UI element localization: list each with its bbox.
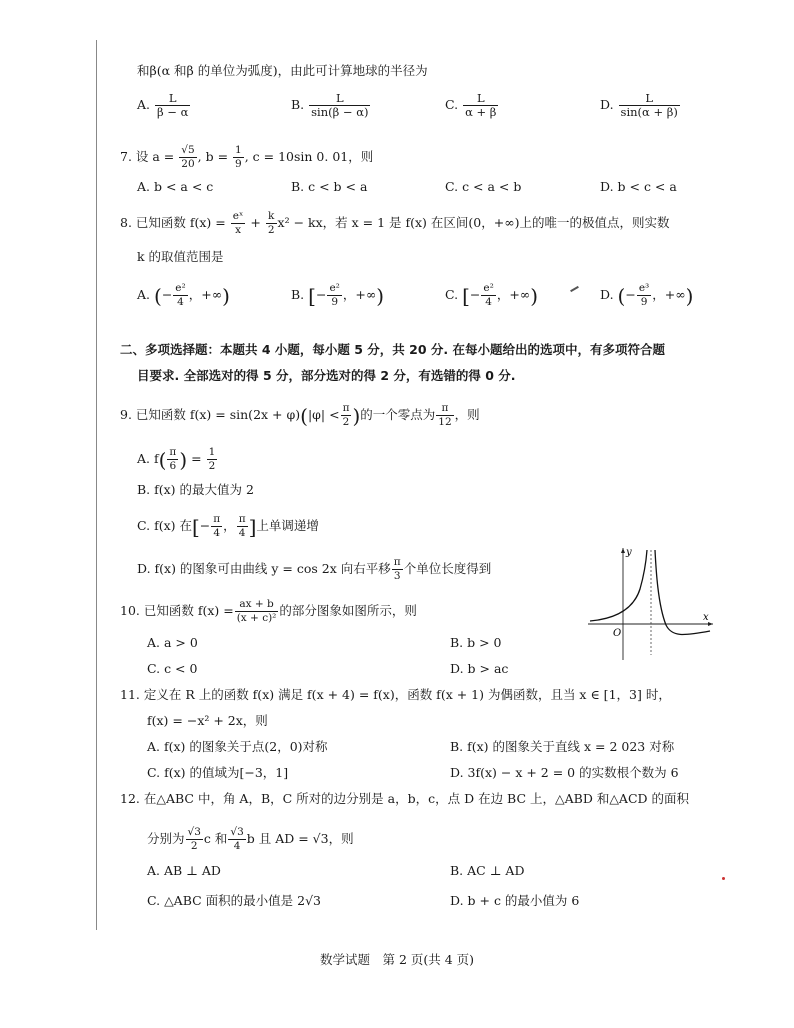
q6-b-fraction: $\frac{L}{\sin(\beta - \alpha)}$ <box>311 91 369 119</box>
q12-option-c[interactable]: C. △ABC 面积的最小值是 2√3 <box>147 893 322 908</box>
graph-x-label: x <box>703 612 709 623</box>
q7-option-a[interactable]: A. b < a < c <box>137 179 214 194</box>
q7-a-fraction: $\frac{√5}{20}$ <box>181 144 195 170</box>
q8-stem-line2: k 的取值范围是 <box>137 249 224 264</box>
q8-option-d[interactable]: D. (− $\frac{\text{e³}}{9}$ ，+∞) <box>600 282 694 308</box>
q6-d-fraction: $\frac{L}{\sin(\alpha + \beta)}$ <box>620 91 678 119</box>
q12-option-d[interactable]: D. b + c 的最小值为 6 <box>450 893 580 908</box>
q11-stem: 11. 定义在 R 上的函数 f(x) 满足 f(x + 4) = f(x)，函数 f(x + 1) 为偶函数，且当 x ∈ [1，3] 时， <box>120 687 671 702</box>
q10-stem: 10. 已知函数 f(x) = $\frac{ax + b}{\text{(x + c)²}}$ 的部分图象如图所示，则 <box>120 598 417 624</box>
q8-option-a[interactable]: A. (− $\frac{\text{e²}}{4}$ ，+∞) <box>137 282 230 308</box>
q8-option-b[interactable]: B. [− $\frac{\text{e²}}{9}$ ，+∞) <box>291 282 385 308</box>
red-dot-mark <box>722 877 725 880</box>
q6-option-a[interactable]: A. $\frac{L}{\beta - \alpha}$ <box>137 91 189 119</box>
q6-tail: 和β(α 和β 的单位为弧度)，由此可计算地球的半径为 <box>137 63 428 78</box>
page-footer: 数学试题 第 2 页(共 4 页) <box>319 952 475 967</box>
graph-curve-right <box>655 550 710 635</box>
q7-b-fraction: $\frac{1}{9}$ <box>235 144 242 170</box>
q8-frac-2: $\frac{k}{2}$ <box>267 210 275 236</box>
q9-option-b[interactable]: B. f(x) 的最大值为 2 <box>137 482 254 497</box>
q6-c-fraction: $\frac{L}{\alpha + \beta}$ <box>465 91 497 119</box>
graph-curve-left <box>590 550 647 621</box>
q10-option-a[interactable]: A. a > 0 <box>147 635 198 650</box>
q7-option-d[interactable]: D. b < c < a <box>600 179 677 194</box>
q9-option-a[interactable]: A. f( $\frac{\pi}{6}$ ) = $\frac{1}{2}$ <box>137 446 216 472</box>
q9-option-d[interactable]: D. f(x) 的图象可由曲线 y = cos 2x 向右平移 $\frac{\pi}{3}$ 个单位长度得到 <box>137 556 492 582</box>
q12-stem-line2: 分别为 $\frac{√3}{2}$ c 和 $\frac{√3}{4}$ b 且 AD = √3，则 <box>147 826 354 852</box>
graph-y-arrow <box>621 548 625 553</box>
q8-option-c[interactable]: C. [− $\frac{\text{e²}}{4}$ ，+∞) <box>445 282 539 308</box>
q11-option-a[interactable]: A. f(x) 的图象关于点(2，0)对称 <box>147 739 328 754</box>
graph-y-label: y <box>626 547 632 558</box>
section-2-heading: 二、多项选择题：本题共 4 小题，每小题 5 分，共 20 分. 在每小题给出的选项中，有多项符合题 <box>120 342 666 357</box>
q6-option-d[interactable]: D. $\frac{L}{\sin(\alpha + \beta)}$ <box>600 91 678 119</box>
q10-option-d[interactable]: D. b > ac <box>450 661 509 676</box>
section-2-heading-line2: 目要求. 全部选对的得 5 分，部分选对的得 2 分，有选错的得 0 分. <box>137 368 516 383</box>
q12-option-b[interactable]: B. AC ⊥ AD <box>450 863 525 878</box>
q7-option-c[interactable]: C. c < a < b <box>445 179 522 194</box>
q6-option-b[interactable]: B. $\frac{L}{\sin(\beta - \alpha)}$ <box>291 91 369 119</box>
q9-stem: 9. 已知函数 f(x) = sin(2x + φ)(|φ| < $\frac{\pi}{2}$ )的一个零点为 $\frac{\pi}{12}$ ，则 <box>120 402 480 428</box>
q12-stem: 12. 在△ABC 中，角 A，B，C 所对的边分别是 a，b，c，点 D 在边 BC 上，△ABD 和△ACD 的面积 <box>120 791 690 806</box>
q6-a-fraction: $\frac{L}{\beta - \alpha}$ <box>157 91 189 119</box>
q10-option-c[interactable]: C. c < 0 <box>147 661 198 676</box>
q12-option-a[interactable]: A. AB ⊥ AD <box>147 863 221 878</box>
stray-mark <box>570 286 579 292</box>
q10-function-graph <box>588 545 718 660</box>
q11-option-b[interactable]: B. f(x) 的图象关于直线 x = 2 023 对称 <box>450 739 675 754</box>
graph-origin-label: O <box>613 628 622 639</box>
q9-option-c[interactable]: C. f(x) 在[− $\frac{\pi}{4}$ ， $\frac{\pi}{4}$ ]上单调递增 <box>137 513 319 539</box>
q7-stem: 7. 设 a = $\frac{√5}{20}$ , b = $\frac{1}{9}$ , c = 10sin 0. 01，则 <box>120 144 374 170</box>
q8-stem: 8. 已知函数 f(x) = $\frac{\text{eˣ}}{x}$ + $\frac{k}{2}$ x² − kx，若 x = 1 是 f(x) 在区间(0，+∞)上的唯一的极值点，则实数 <box>120 210 670 236</box>
graph-x-arrow <box>708 622 713 626</box>
q11-option-d[interactable]: D. 3f(x) − x + 2 = 0 的实数根个数为 6 <box>450 765 679 780</box>
q7-option-b[interactable]: B. c < b < a <box>291 179 368 194</box>
q8-frac-1: $\frac{\text{eˣ}}{x}$ <box>232 210 244 236</box>
q6-option-c[interactable]: C. $\frac{L}{\alpha + \beta}$ <box>445 91 497 119</box>
q11-stem-line2: f(x) = −x² + 2x，则 <box>147 713 268 728</box>
left-margin-line <box>96 40 97 930</box>
q11-option-c[interactable]: C. f(x) 的值域为[−3，1] <box>147 765 289 780</box>
q10-option-b[interactable]: B. b > 0 <box>450 635 502 650</box>
